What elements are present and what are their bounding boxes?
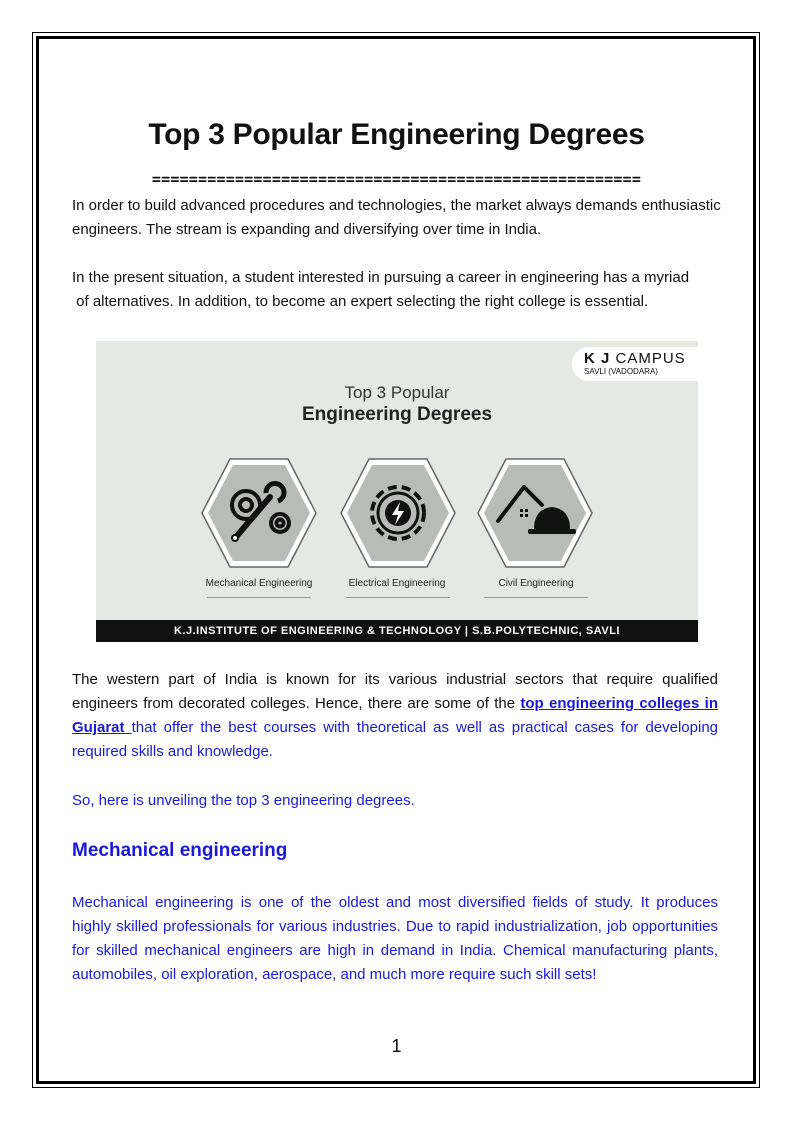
banner-heading-line-1: Top 3 Popular bbox=[344, 383, 450, 402]
banner-heading-line-2: Engineering Degrees bbox=[301, 404, 493, 425]
intro-paragraph-2-line-1: In the present situation, a student interested in pursuing a career in engineering has a myriad bbox=[72, 269, 690, 286]
intro-paragraph-2 bbox=[72, 266, 732, 314]
western-paragraph bbox=[72, 668, 718, 764]
western-paragraph-end: that offer the best courses with theoretical as well as practical cases for developing required skills and knowledge. bbox=[72, 719, 718, 760]
civil-card-label: Civil Engineering bbox=[498, 578, 574, 589]
page-title: Top 3 Popular Engineering Degrees bbox=[148, 118, 645, 151]
mechanical-card-line bbox=[207, 597, 311, 598]
western-paragraph-start: The western part of India is known for its various industrial sectors that require qualified engineers from decorated colleges. Hence, there are some of the bbox=[72, 671, 718, 712]
unveiling-text: So, here is unveiling the top 3 engineering degrees. bbox=[72, 792, 415, 809]
logo-main-bold: K J bbox=[584, 350, 611, 367]
mechanical-card-label: Mechanical Engineering bbox=[205, 578, 313, 589]
logo-subtitle: SAVLI (VADODARA) bbox=[584, 367, 658, 376]
logo-main-rest: CAMPUS bbox=[610, 350, 686, 367]
mechanical-card bbox=[200, 457, 318, 569]
electrical-card-label: Electrical Engineering bbox=[348, 578, 446, 589]
intro-paragraph-2-line-2: of alternatives. In addition, to become an expert selecting the right college is essential. bbox=[72, 293, 649, 310]
electrical-card-line bbox=[346, 597, 450, 598]
kj-campus-logo bbox=[572, 347, 698, 381]
civil-card bbox=[476, 457, 594, 569]
electrical-card bbox=[339, 457, 457, 569]
mechanical-engineering-heading: Mechanical engineering bbox=[72, 840, 288, 861]
top-engineering-colleges-link[interactable]: top engineering colleges in Gujarat bbox=[72, 695, 718, 736]
civil-card-line bbox=[484, 597, 588, 598]
banner-image bbox=[96, 341, 698, 642]
intro-paragraph-1: In order to build advanced procedures and technologies, the market always demands enthusiastic engineers. The stream is expanding and diversifying over time in India. bbox=[72, 197, 721, 238]
title-separator: ===================================================== bbox=[151, 170, 642, 188]
banner-footer: K.J.INSTITUTE OF ENGINEERING & TECHNOLOGY | S.B.POLYTECHNIC, SAVLI bbox=[96, 620, 698, 642]
page-number: 1 bbox=[391, 1036, 402, 1056]
mechanical-paragraph: Mechanical engineering is one of the oldest and most diversified fields of study. It produces highly skilled professionals for various industries. Due to rapid industrialization, job opportunities for skilled mechanical engineers are high in demand in India. Chemical manufacturing plants, automobiles, oil exploration, aerospace, and much more require such skill sets! bbox=[72, 894, 718, 983]
